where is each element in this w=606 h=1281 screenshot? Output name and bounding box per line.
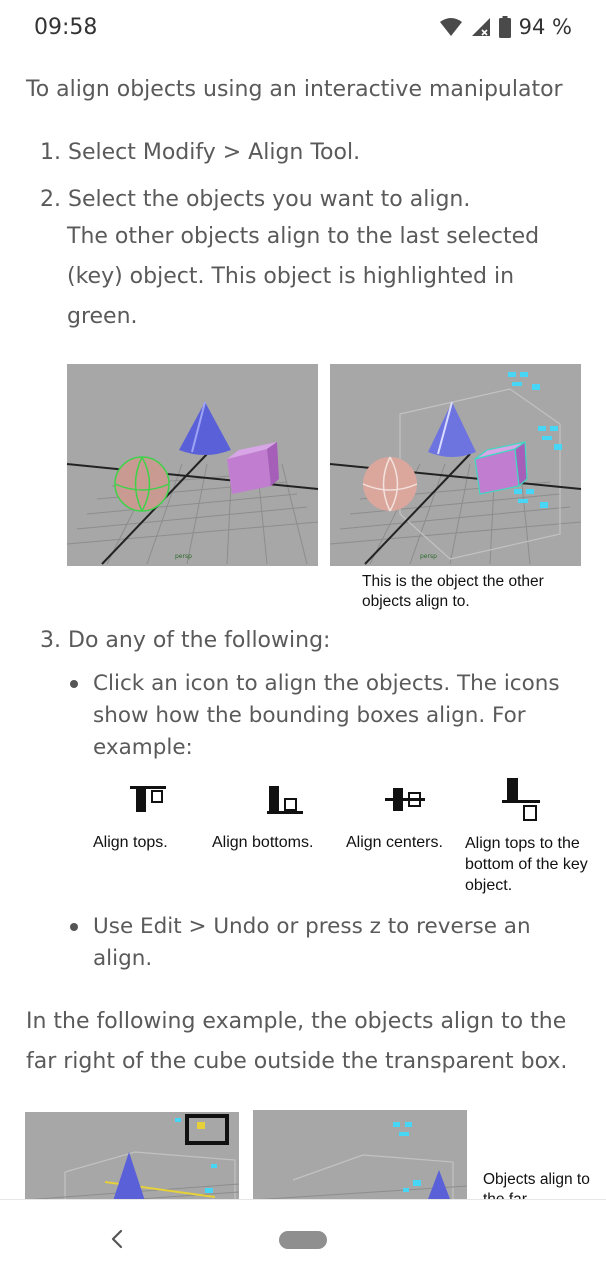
bullet-dot	[70, 923, 78, 931]
viewport-illustration	[330, 364, 581, 566]
step-number: 3.	[40, 628, 61, 653]
cell-signal-icon	[471, 17, 491, 37]
viewport-illustration	[67, 364, 318, 566]
viewport-illustration	[253, 1110, 467, 1207]
step-2-detail: The other objects align to the last selected (key) object. This object is highlighted in green.	[67, 224, 540, 329]
align-bottoms-icon	[265, 784, 305, 816]
align-centers-icon	[383, 784, 427, 816]
align-tops-label: Align tops.	[93, 834, 168, 851]
viewport-screenshot-before	[67, 364, 318, 566]
bullet-item	[70, 911, 590, 981]
example-screenshot-before	[25, 1112, 239, 1207]
align-bottoms-label: Align bottoms.	[212, 834, 314, 851]
bullet-item	[70, 668, 590, 768]
align-tops-icon	[128, 784, 168, 816]
status-time: 09:58	[34, 14, 98, 40]
step-text: Do any of the following:	[68, 628, 331, 653]
viewport-label: persp	[420, 553, 437, 560]
wifi-icon	[439, 17, 463, 37]
article-content[interactable]	[0, 54, 606, 1199]
viewport-screenshot-after	[330, 364, 581, 566]
figure-caption: This is the object the other objects align to.	[362, 573, 544, 610]
align-centers-label: Align centers.	[346, 834, 443, 851]
battery-percent: 94 %	[518, 15, 572, 39]
procedure-heading: To align objects using an interactive manipulator	[26, 77, 563, 102]
navigation-bar	[0, 1199, 606, 1281]
battery-icon	[499, 16, 511, 38]
step-text: Select the objects you want to align.	[68, 187, 471, 212]
status-icons	[439, 15, 572, 39]
step-text: Select Modify > Align Tool.	[68, 140, 361, 165]
step-2	[40, 180, 470, 220]
step-number: 1.	[40, 140, 61, 165]
align-tops-to-bottom-label: Align tops to the bottom of the key object.	[465, 835, 588, 894]
bullet-dot	[70, 680, 78, 688]
viewport-illustration	[25, 1112, 239, 1207]
status-bar	[0, 0, 606, 54]
step-number: 2.	[40, 187, 61, 212]
example-screenshot-after	[253, 1110, 467, 1207]
figure-caption: Objects align to	[483, 1171, 590, 1188]
bullet-text: Use Edit > Undo or press z to reverse an align.	[93, 914, 531, 971]
viewport-label: persp	[175, 553, 192, 560]
step-1	[40, 133, 360, 173]
back-chevron-icon[interactable]	[100, 1222, 134, 1256]
bullet-text: Click an icon to align the objects. The icons show how the bounding boxes align. For example:	[93, 671, 560, 760]
step-3	[40, 621, 330, 661]
align-tops-to-bottom-icon	[500, 776, 542, 826]
home-button[interactable]	[279, 1231, 327, 1249]
example-paragraph: In the following example, the objects align to the far right of the cube outside the transparent box.	[26, 1009, 568, 1074]
